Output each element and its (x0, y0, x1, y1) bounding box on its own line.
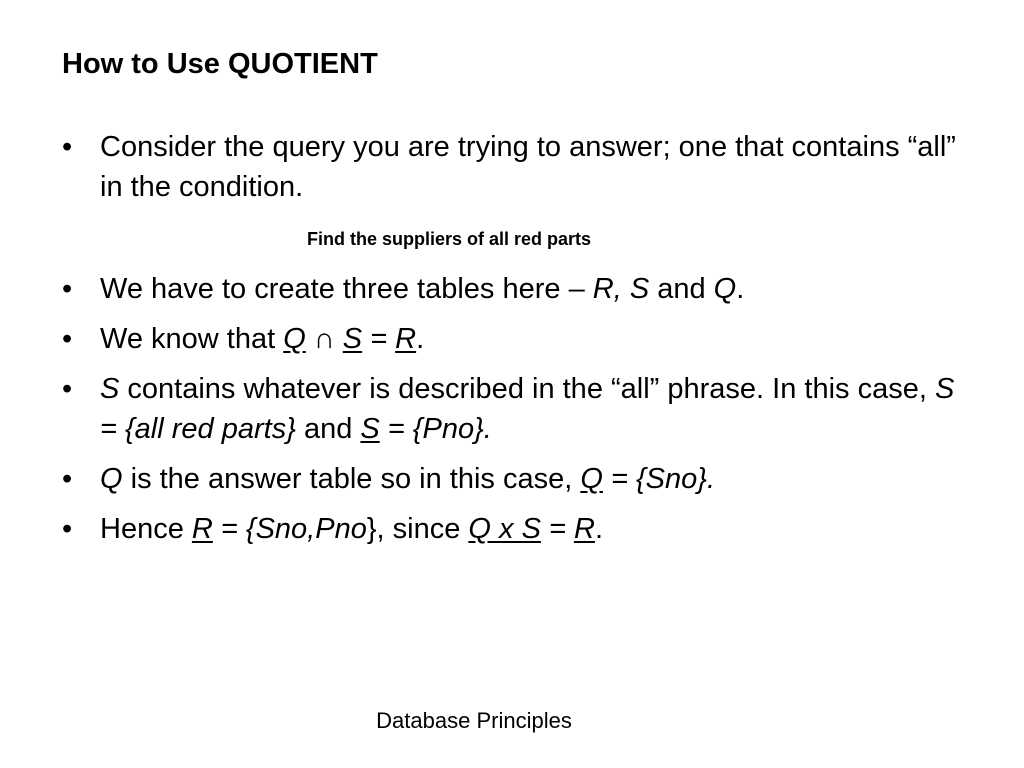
bullet-text-part: is the answer table so in this case, (122, 463, 581, 495)
r-attributes: = {Sno,Pno (212, 513, 367, 545)
symbol-r: R (191, 513, 213, 545)
bullet-marker: • (62, 273, 73, 305)
bullet-item-s-contains (62, 369, 962, 449)
symbol-q: Q (100, 463, 123, 495)
bullet-text-part: and (649, 273, 714, 305)
intersection-symbol: ∩ (305, 323, 343, 355)
bullet-item-consider-query (62, 127, 962, 207)
bullet-text-part: Hence (100, 513, 192, 545)
bullet-item-q-answer (62, 459, 962, 499)
bullet-list (62, 127, 962, 549)
bullet-text: Consider the query you are trying to answer; one that contains “all” in the condition. (100, 131, 956, 203)
bullet-item-intersection (62, 319, 962, 359)
symbol-r: R (573, 513, 595, 545)
equals-sign: = (362, 323, 396, 355)
bullet-marker: • (62, 463, 73, 495)
bullet-marker: • (62, 131, 73, 163)
symbol-r: R (395, 323, 417, 355)
symbol-s: S (342, 323, 363, 355)
table-names-r-s: R, S (592, 273, 650, 305)
bullet-text-part: . (736, 273, 745, 305)
bullet-text-part: . (416, 323, 425, 355)
slide-title: How to Use QUOTIENT (62, 48, 378, 80)
slide-footer: Database Principles (376, 708, 572, 733)
bullet-item-three-tables (62, 269, 962, 309)
example-query: Find the suppliers of all red parts (307, 229, 592, 249)
q-attributes: = {Sno}. (602, 463, 715, 495)
bullet-text-part: . (594, 513, 603, 545)
s-attributes: = {Pno}. (379, 413, 492, 445)
s-definition: S = {all red parts} (100, 373, 955, 445)
bullet-text-part: and (295, 413, 361, 445)
bullet-text-part: We know that (100, 323, 284, 355)
equals-sign: = (540, 513, 574, 545)
symbol-q: Q (580, 463, 603, 495)
symbol-s: S (100, 373, 120, 405)
bullet-marker: • (62, 373, 73, 405)
bullet-text-part: }, since (366, 513, 469, 545)
cartesian-product: Q x S (468, 513, 541, 545)
bullet-text-part: contains whatever is described in the “all” phrase. In this case, (119, 373, 935, 405)
symbol-s: S (360, 413, 380, 445)
symbol-q: Q (283, 323, 306, 355)
bullet-marker: • (62, 323, 73, 355)
table-name-q: Q (713, 273, 737, 305)
bullet-marker: • (62, 513, 73, 545)
bullet-item-hence (62, 509, 962, 549)
bullet-text-part: We have to create three tables here – (100, 273, 593, 305)
